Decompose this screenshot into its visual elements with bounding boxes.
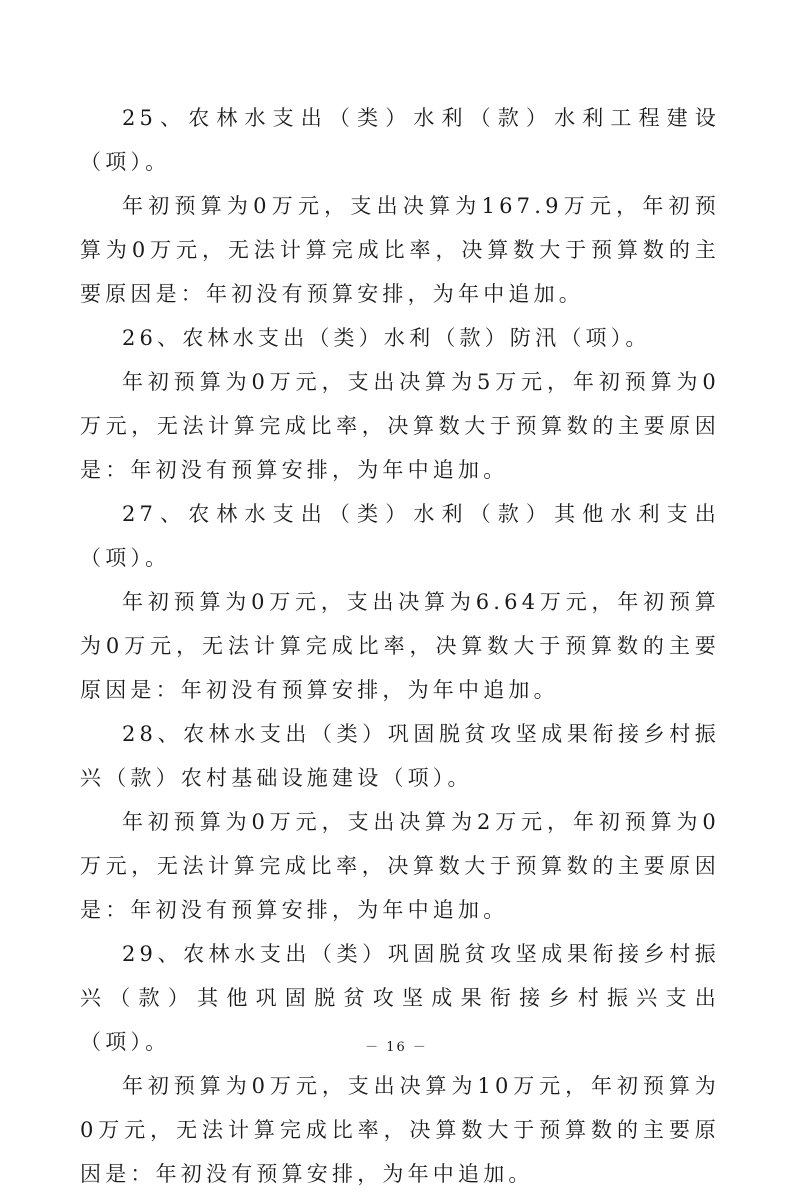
- section-29-heading: 29、农林水支出（类）巩固脱贫攻坚成果衔接乡村振兴（款）其他巩固脱贫攻坚成果衔接乡村振兴支出（项）。: [80, 942, 720, 1054]
- section-26-heading: 26、农林水支出（类）水利（款）防汛（项）。: [122, 326, 651, 350]
- section-28-body: 年初预算为0万元，支出决算为2万元，年初预算为0万元，无法计算完成比率，决算数大于预算数的主要原因是：年初没有预算安排，为年中追加。: [80, 810, 720, 922]
- section-25-heading: 25、农林水支出（类）水利（款）水利工程建设（项）。: [80, 106, 720, 174]
- section-28-heading: 28、农林水支出（类）巩固脱贫攻坚成果衔接乡村振兴（款）农村基础设施建设（项）。: [80, 722, 720, 790]
- document-page: [80, 96, 720, 1186]
- section-27-body: 年初预算为0万元，支出决算为6.64万元，年初预算为0万元，无法计算完成比率，决算数大于预算数的主要原因是：年初没有预算安排，为年中追加。: [80, 590, 720, 702]
- section-27-heading: 27、农林水支出（类）水利（款）其他水利支出（项）。: [80, 502, 720, 570]
- section-26-body: 年初预算为0万元，支出决算为5万元，年初预算为0万元，无法计算完成比率，决算数大于预算数的主要原因是：年初没有预算安排，为年中追加。: [80, 370, 720, 482]
- section-29-body: 年初预算为0万元，支出决算为10万元，年初预算为0万元，无法计算完成比率，决算数大于预算数的主要原因是：年初没有预算安排，为年中追加。: [80, 1074, 720, 1186]
- section-25-body: 年初预算为0万元，支出决算为167.9万元，年初预算为0万元，无法计算完成比率，决算数大于预算数的主要原因是：年初没有预算安排，为年中追加。: [80, 194, 720, 306]
- page-number: － 16 －: [365, 1040, 428, 1055]
